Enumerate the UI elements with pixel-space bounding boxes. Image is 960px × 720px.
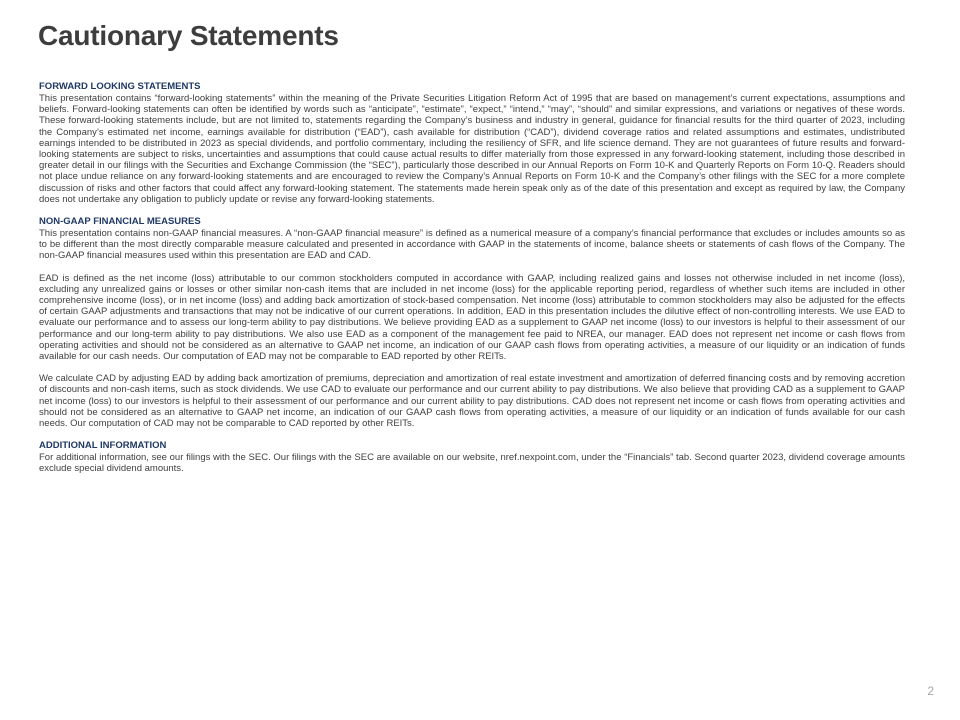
section-spacer — [39, 205, 905, 216]
ead-definition-paragraph: EAD is defined as the net income (loss) attributable to our common stockholders computed in accordance with GAAP, including realized gains and losses not otherwise included in net income (loss), excluding any unrealized gains or losses or other similar non-cash items that are included in net income (loss) for the applicable reporting period, regardless of whether such items are included in other comprehensive income (loss), or in net income (loss) and adding back amortization of stock-based compensation. Net income (loss) attributable to common stockholders may also be adjusted for the effects of certain GAAP adjustments and transactions that may not be indicative of our current operations. In addition, EAD in this presentation includes the dilutive effect of non-controlling interests. We use EAD to evaluate our performance and to assess our long-term ability to pay distributions. We believe providing EAD as a supplement to GAAP net income (loss) to our investors is helpful to their assessment of our performance and our long-term ability to pay distributions. We also use EAD as a component of the management fee paid to NREA, our manager. EAD does not represent net income or cash flows from operating activities and should not be considered as an alternative to GAAP net income, an indication of our GAAP cash flows from operating activities, a measure of our liquidity or an indication of funds available for our cash needs. Our computation of EAD may not be comparable to EAD reported by other REITs. — [39, 272, 905, 363]
section-spacer — [39, 429, 905, 440]
non-gaap-heading: NON-GAAP FINANCIAL MEASURES — [39, 216, 201, 228]
non-gaap-intro-paragraph: This presentation contains non-GAAP financial measures. A “non-GAAP financial measure” is defined as a numerical measure of a company’s financial performance that excludes or includes amounts so as to be different than the most directly comparable measure calculated and presented in accordance with GAAP in the statements of income, balance sheets or statements of cash flows of the Company. The non-GAAP financial measures used within this presentation are EAD and CAD. — [39, 228, 905, 262]
paragraph-spacer — [39, 262, 905, 273]
additional-information-paragraph: For additional information, see our filings with the SEC. Our filings with the SEC are available on our website, nref.nexpoint.com, under the “Financials” tab. Second quarter 2023, dividend coverage amounts exclude special dividend amounts. — [39, 452, 905, 475]
cad-definition-paragraph: We calculate CAD by adjusting EAD by adding back amortization of premiums, depreciation and amortization of real estate investment and amortization of deferred financing costs and by removing accretion of discounts and non-cash items, such as stock dividends. We use CAD to evaluate our performance and our current ability to pay distributions. We also believe that providing CAD as a supplement to GAAP net income (loss) to our investors is helpful to their assessment of our performance and our current ability to pay distributions. CAD does not represent net income or cash flows from operating activities and should not be considered as an alternative to GAAP net income, an indication of our GAAP cash flows from operating activities, a measure of our liquidity or an indication of funds available for our cash needs. Our computation of CAD may not be comparable to CAD reported by other REITs. — [39, 373, 905, 430]
forward-looking-heading: FORWARD LOOKING STATEMENTS — [39, 81, 201, 92]
paragraph-spacer — [39, 362, 905, 373]
additional-information-heading: ADDITIONAL INFORMATION — [39, 440, 167, 452]
additional-information-section — [39, 440, 905, 474]
non-gaap-section — [39, 216, 905, 429]
page-number: 2 — [927, 684, 934, 698]
forward-looking-paragraph: This presentation contains “forward-looking statements” within the meaning of the Private Securities Litigation Reform Act of 1995 that are based on management’s current expectations, assumptions and beliefs. Forward-looking statements can often be identified by words such as “anticipate”, “estimate”, “expect,” “intend,” “may”, “should” and similar expressions, and variations or negatives of these words. These forward-looking statements include, but are not limited to, statements regarding the Company’s business and industry in general, guidance for financial results for the third quarter of 2023, including the Company’s estimated net income, earnings available for distribution (“EAD”), cash available for distribution (“CAD”), dividend coverage ratios and related assumptions and estimates, undistributed earnings intended to be distributed in 2023 as special dividends, and portfolio commentary, including the resiliency of SFR, and life science demand. They are not guarantees of future results and forward-looking statements are subject to risks, uncertainties and assumptions that could cause actual results to differ materially from those expressed in any forward-looking statement, including those described in greater detail in our filings with the Securities and Exchange Commission (the “SEC”), particularly those described in our Annual Reports on Form 10-K and Quarterly Reports on Form 10-Q. Readers should not place undue reliance on any forward-looking statements and are encouraged to review the Company’s Annual Reports on Form 10-K and the Company’s other filings with the SEC for a more complete discussion of risks and other factors that could affect any forward-looking statement. The statements made herein speak only as of the date of this presentation and except as required by law, the Company does not undertake any obligation to publicly update or revise any forward-looking statements. — [39, 93, 905, 205]
cautionary-statements-body — [39, 81, 905, 475]
forward-looking-statements-section — [39, 81, 905, 205]
page-title: Cautionary Statements — [38, 20, 339, 51]
